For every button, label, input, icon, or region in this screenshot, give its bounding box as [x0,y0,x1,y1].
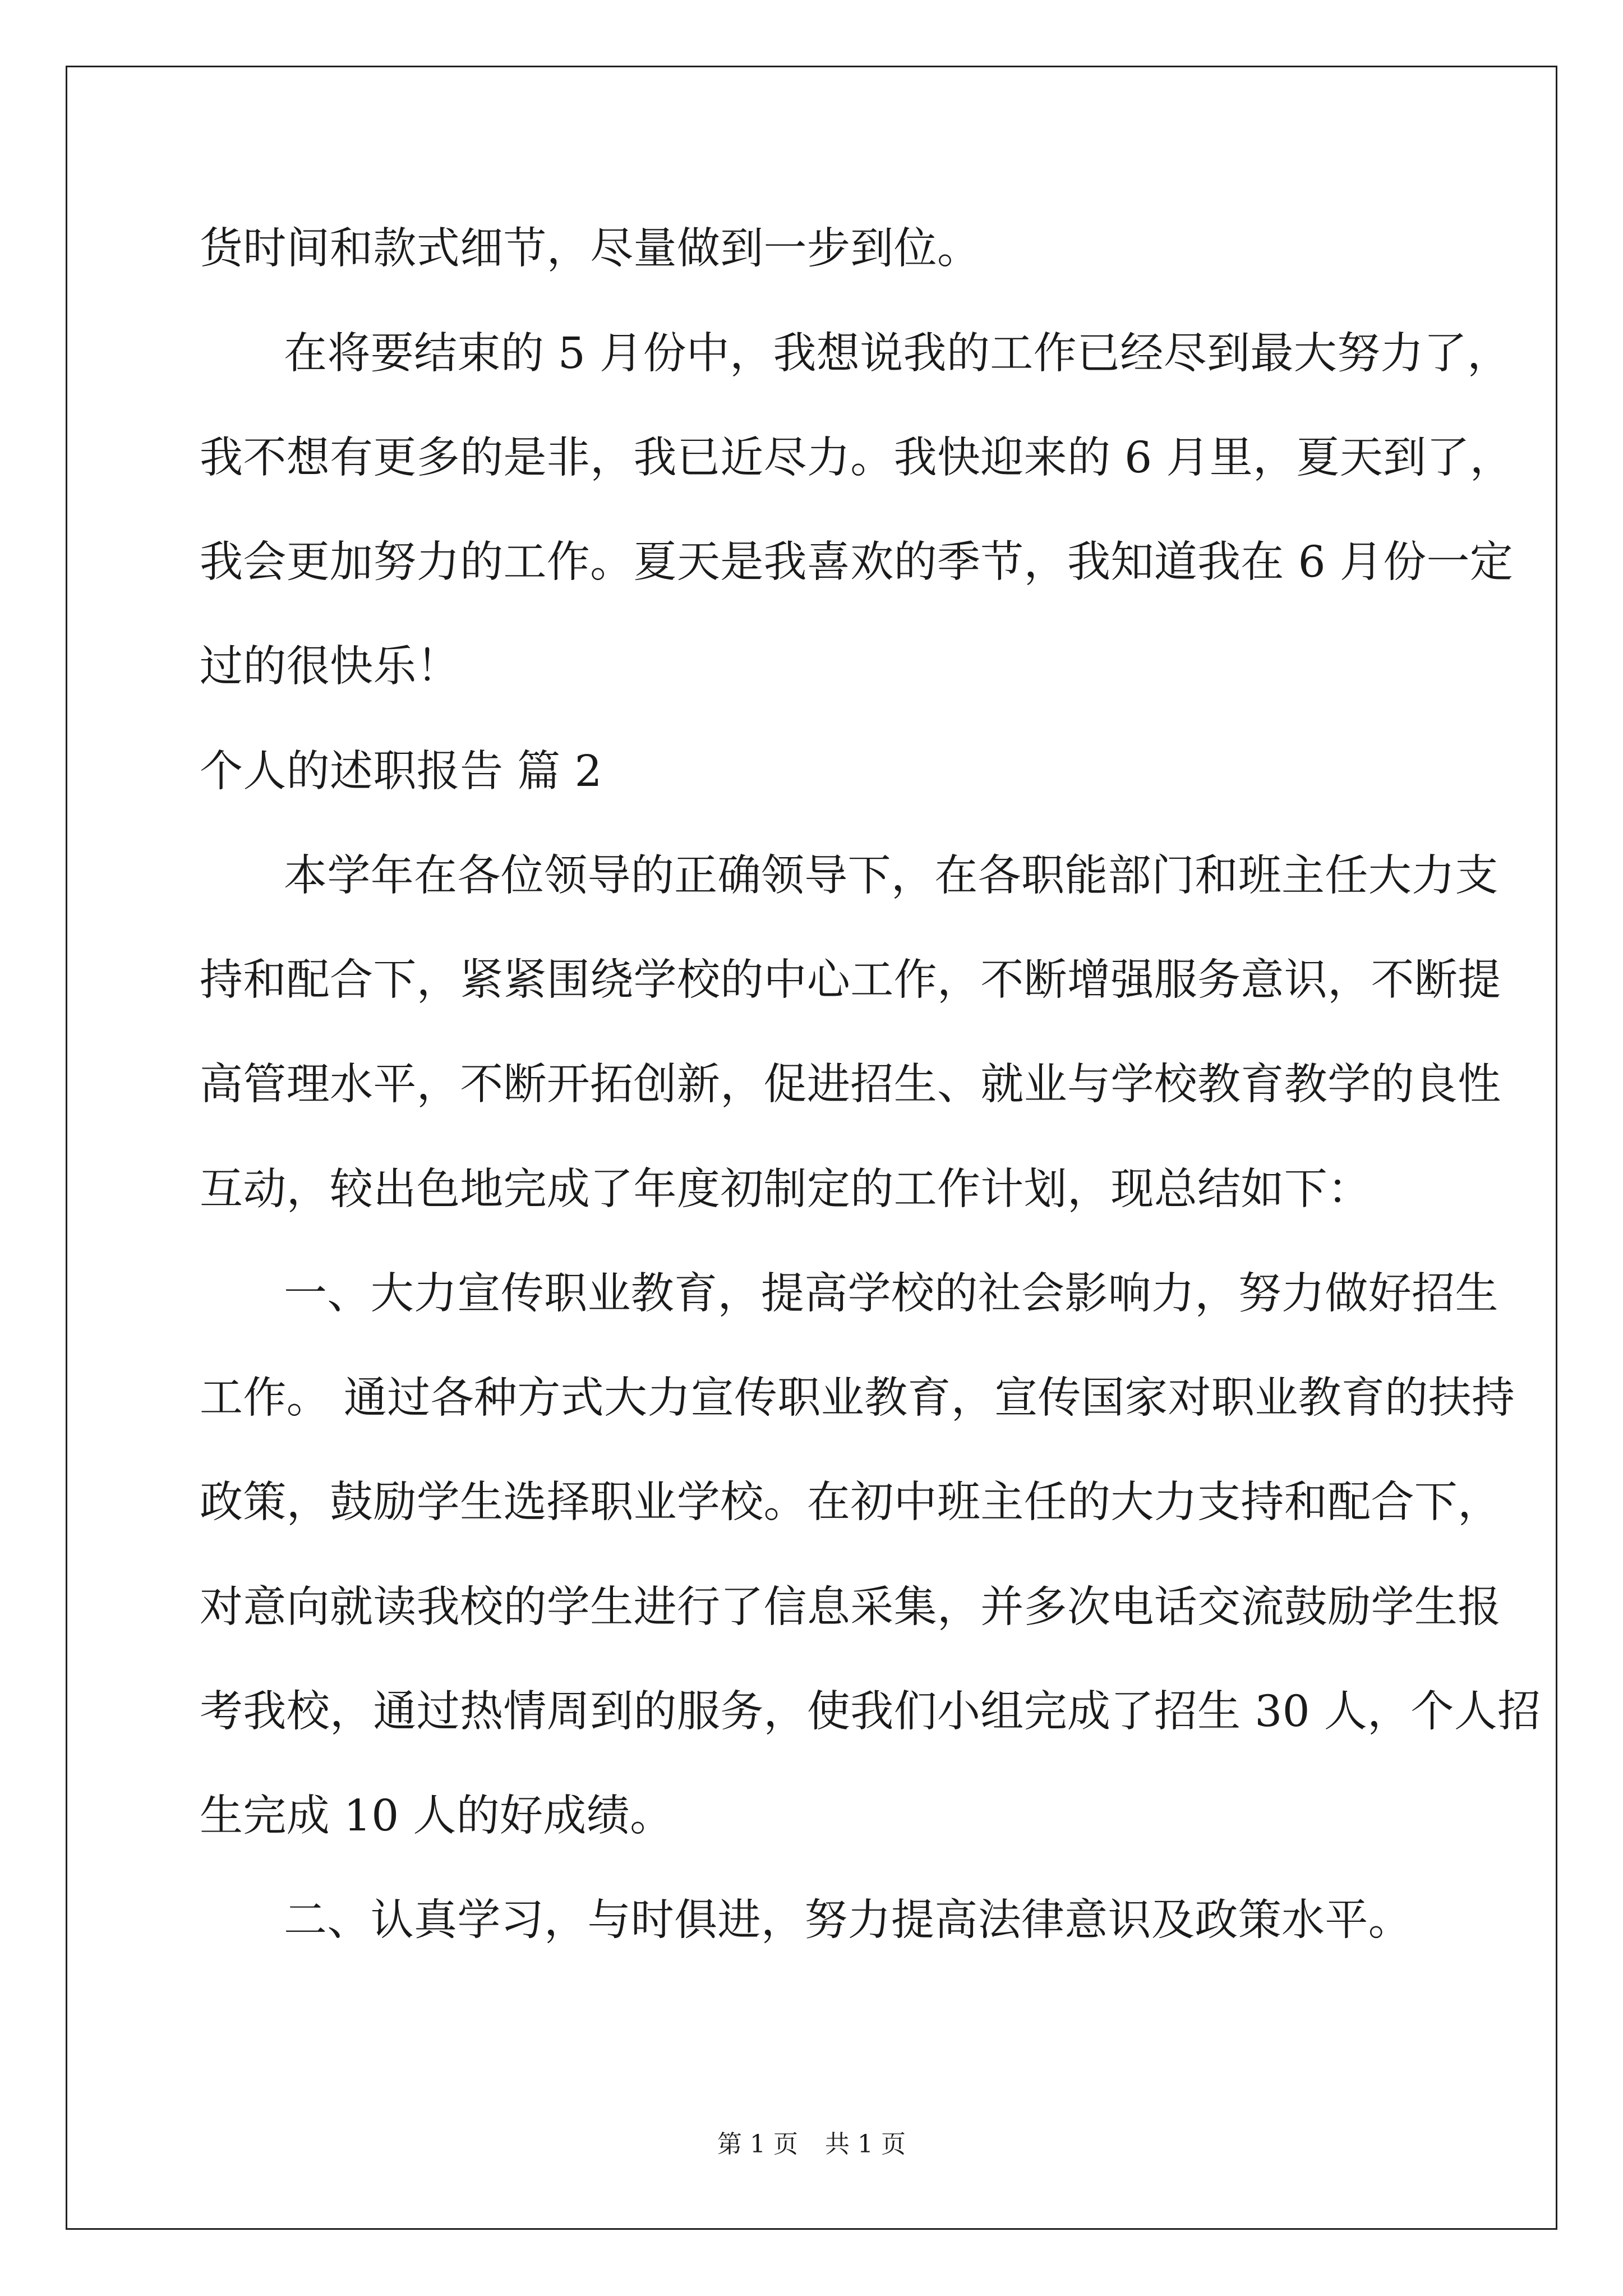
paragraph-1-line-1: 货时间和款式细节，尽量做到一步到位。 [200,224,981,274]
paragraph-3-line-4: 互动，较出色地完成了年度初制定的工作计划，现总结如下： [200,1165,1371,1214]
paragraph-2-line-1: 在将要结束的 5 月份中，我想说我的工作已经尽到最大努力了， [284,329,1511,379]
paragraph-4-line-3: 政策，鼓励学生选择职业学校。在初中班主任的大力支持和配合下， [200,1478,1501,1527]
paragraph-3-line-1: 本学年在各位领导的正确领导下，在各职能部门和班主任大力支 [284,851,1498,901]
paragraph-4-line-1: 一、大力宣传职业教育，提高学校的社会影响力，努力做好招生 [284,1269,1498,1319]
paragraph-4-line-2: 工作。 通过各种方式大力宣传职业教育，宣传国家对职业教育的扶持 [200,1373,1515,1423]
section-heading: 个人的述职报告 篇 2 [200,747,602,797]
paragraph-4-line-4: 对意向就读我校的学生进行了信息采集，并多次电话交流鼓励学生报 [200,1582,1501,1632]
paragraph-2-line-2: 我不想有更多的是非，我已近尽力。我快迎来的 6 月里，夏天到了， [200,433,1514,483]
paragraph-4-line-6: 生完成 10 人的好成绩。 [200,1791,674,1841]
paragraph-2-line-3: 我会更加努力的工作。夏天是我喜欢的季节，我知道我在 6 月份一定 [200,537,1514,587]
paragraph-5-line-1: 二、认真学习，与时俱进，努力提高法律意识及政策水平。 [284,1895,1412,1945]
page-footer [0,2131,1623,2159]
page-number-total: 共 1 页 [825,2130,906,2159]
paragraph-2-line-4: 过的很快乐！ [200,642,460,692]
paragraph-4-line-5: 考我校，通过热情周到的服务，使我们小组完成了招生 30 人，个人招 [200,1687,1541,1737]
page-number-current: 第 1 页 [717,2130,798,2159]
paragraph-3-line-3: 高管理水平，不断开拓创新，促进招生、就业与学校教育教学的良性 [200,1060,1501,1110]
paragraph-3-line-2: 持和配合下，紧紧围绕学校的中心工作，不断增强服务意识，不断提 [200,955,1501,1005]
